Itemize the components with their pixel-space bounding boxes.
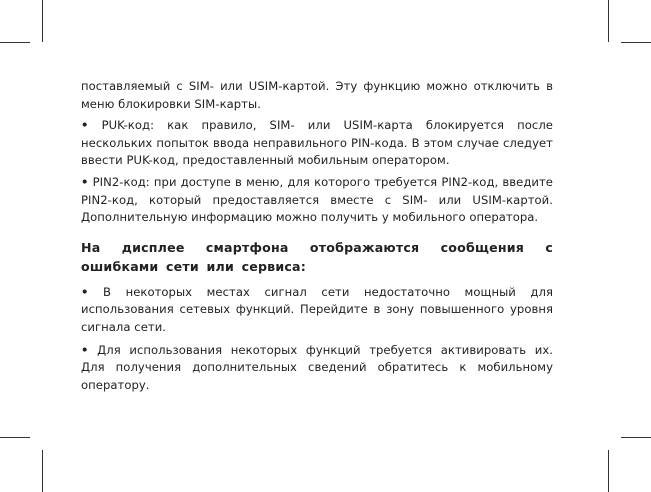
crop-mark-bottom-right (608, 450, 609, 492)
crop-mark-bottom-left-h (0, 437, 30, 438)
crop-mark-top-left (42, 0, 43, 42)
bullet-icon: • (81, 118, 89, 133)
bullet-icon: • (81, 284, 89, 299)
section-heading: На дисплее смартфона отображаются сообщения с ошибками сети или сервиса: (81, 239, 553, 274)
bullet-icon: • (81, 174, 89, 189)
paragraph-activate-functions (81, 342, 553, 395)
crop-mark-bottom-right-h (621, 437, 651, 438)
paragraph-sim-lock (81, 78, 553, 113)
paragraph-puk-code (81, 117, 553, 170)
page-content (81, 78, 553, 394)
paragraph-text: В некоторых местах сигнал сети недостаточно мощный для использования сетевых функций. Перейдите в зону повышенного уровня сигнала сети. (81, 284, 553, 334)
paragraph-weak-signal (81, 284, 553, 337)
crop-mark-bottom-left (42, 450, 43, 492)
paragraph-text: поставляемый с SIM- или USIM-картой. Эту функцию можно отключить в меню блокировки SIM-карты. (81, 79, 553, 111)
crop-mark-top-left-h (0, 42, 30, 43)
bullet-icon: • (81, 342, 89, 357)
crop-mark-top-right (608, 0, 609, 42)
paragraph-pin2-code (81, 174, 553, 227)
paragraph-text: Для использования некоторых функций требуется активировать их. Для получения дополнительных сведений обратитесь к мобильному оператору. (81, 342, 553, 392)
paragraph-text: PUK-код: как правило, SIM- или USIM-карта блокируется после нескольких попыток ввода неправильного PIN-кода. В этом случае следует ввести PUK-код, предоставленный мобильным оператором. (81, 118, 553, 168)
crop-mark-top-right-h (621, 42, 651, 43)
paragraph-text: PIN2-код: при доступе в меню, для которого требуется PIN2-код, введите PIN2-код, который предоставляется вместе с SIM- или USIM-картой. Дополнительную информацию можно получить у мобильного оператора. (81, 174, 553, 225)
